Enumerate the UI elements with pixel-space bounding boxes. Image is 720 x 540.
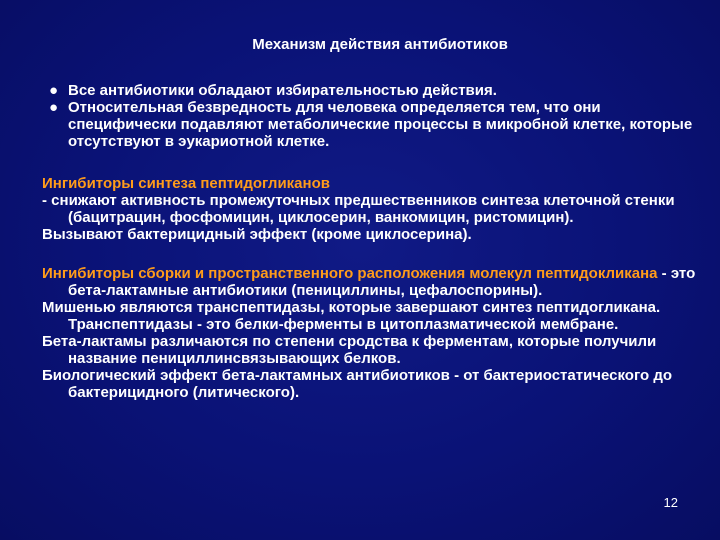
paragraph: Биологический эффект бета-лактамных антибиотиков - от бактериостатического до бактерицидного (литического). [42,367,673,401]
bullet-item: ● Все антибиотики обладают избирательностью действия. [49,82,497,99]
paragraph: Ингибиторы сборки и пространственного расположения молекул пептидокликана - это бета-лактамные антибиотики (пенициллины, цефалоспорины). [42,265,696,299]
paragraph: - снижают активность промежуточных предшественников синтеза клеточной стенки (бацитрацин, фосфомицин, циклосерин, ванкомицин, ристомицин). [42,192,675,226]
paragraph: Вызывают бактерицидный эффект (кроме циклосерина). [42,226,472,243]
page-number: 12 [663,495,678,510]
paragraph: Мишенью являются транспептидазы, которые завершают синтез пептидогликана. Транспептидазы - это белки-ферменты в цитоплазматической мембране. [42,299,661,333]
bullet-icon: ● [49,82,59,99]
section-heading: Ингибиторы синтеза пептидогликанов [42,175,330,192]
bullet-icon: ● [49,99,59,116]
paragraph: Бета-лактамы различаются по степени сродства к ферментам, которые получили название пенициллинсвязывающих белков. [42,333,657,367]
bullet-item: ● Относительная безвредность для человека определяется тем, что они специфически подавляют метаболические процессы в микробной клетке, которые отсутствуют в эукариотной клетке. [49,99,693,150]
slide-content [42,82,698,401]
section-heading: Ингибиторы сборки и пространственного расположения молекул пептидокликана [42,265,658,282]
slide-title: Механизм действия антибиотиков [252,36,508,53]
